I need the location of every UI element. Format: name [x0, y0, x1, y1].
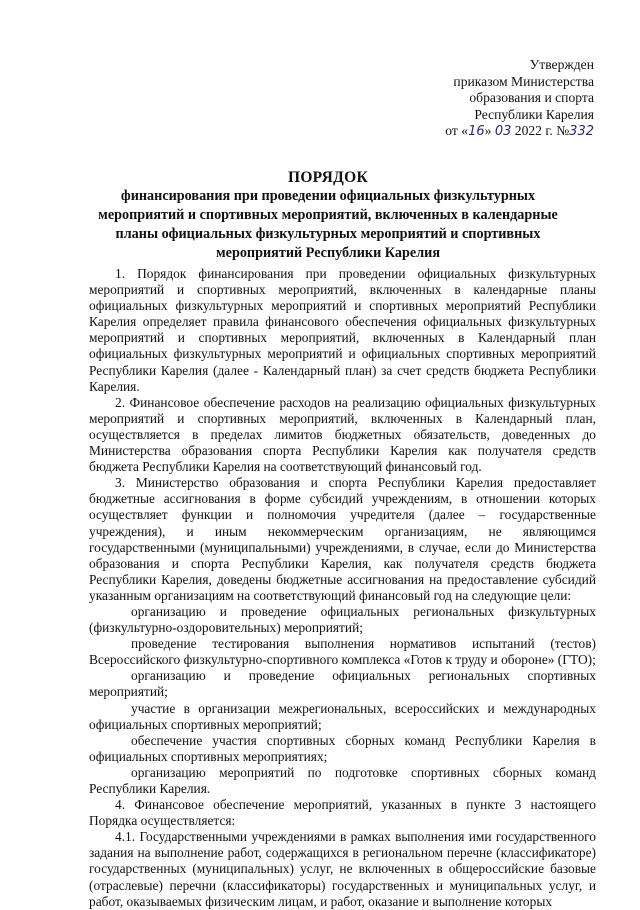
list-item: организацию и проведение официальных региональных физкультурных (физкультурно-оздоровительных) мероприятий; [89, 603, 596, 636]
list-item: участие в организации межрегиональных, всероссийских и международных официальных спортивных мероприятий; [89, 700, 596, 732]
list-item: проведение тестирования выполнения нормативов испытаний (тестов) Всероссийского физкультурно-спортивного комплекса «Готов к труду и обороне» (ГТО); [89, 636, 596, 668]
handwritten-month: 03 [494, 124, 512, 140]
date-prefix: от « [445, 123, 469, 139]
approval-line-3: образования и спорта [469, 90, 594, 106]
list-item: обеспечение участия спортивных сборных команд Республики Карелия в официальных спортивных мероприятиях; [89, 732, 596, 764]
paragraph-4-1: 4.1. Государственными учреждениями в рамках выполнения ими государственного задания на выполнение работ, содержащихся в региональном перечне (классификаторе) государственных (муниципальных) услуг, не включенных в общероссийские базовые (отраслевые) перечни (классификаторы) государственных и муниципальных услуг, и работ, оказываемых физическим лицам, и работ, оказание и выполнение которых [89, 829, 596, 909]
approval-line-4: Республики Карелия [474, 106, 594, 122]
list-item: организацию мероприятий по подготовке спортивных сборных команд Республики Карелия. [89, 764, 596, 796]
approval-line-2: приказом Министерства [453, 73, 594, 89]
approval-block [360, 57, 594, 141]
approval-date-line [360, 123, 594, 141]
date-mid: » [484, 123, 492, 139]
document-subtitle: финансирования при проведении официальных физкультурных мероприятий и спортивных мероприятий, включенных в календарные планы официальных физкультурных мероприятий и спортивных мероприятий Республики Карелия [98, 188, 558, 261]
handwritten-day: 16 [468, 124, 485, 140]
paragraph-1: 1. Порядок финансирования при проведении официальных физкультурных мероприятий и спортивных мероприятий, включенных в календарные планы официальных физкультурных мероприятий и спортивных мероприятий Республики Карелия определяет правила финансового обеспечения официальных физкультурных мероприятий и спортивных мероприятий, включенных в Календарный план официальных физкультурных мероприятий и официальных спортивных мероприятий Республики Карелия (далее - Календарный план) за счет средств бюджета Республики Карелия. [89, 266, 596, 394]
date-year: 2022 г. № [514, 123, 570, 139]
approval-line-1: Утвержден [529, 57, 594, 72]
document-body [89, 266, 596, 910]
list-item: организацию и проведение официальных региональных спортивных мероприятий; [89, 668, 596, 700]
paragraph-3: 3. Министерство образования и спорта Республики Карелия предоставляет бюджетные ассигнования в форме субсидий учреждениям, в отношении которых осуществляет функции и полномочия учредителя (далее – государственные учреждения), и иным некоммерческим организациям, не являющимся государственными (муниципальными) учреждениями, в случае, если до Министерства образования и спорта Республики Карелия, как получателя средств бюджета Республики Карелия, доведены бюджетные ассигнования на предоставление субсидий указанным организациям на соответствующий финансовый год на следующие цели: [89, 475, 596, 603]
handwritten-number: 332 [569, 124, 594, 140]
document-title: ПОРЯДОК [287, 169, 369, 186]
paragraph-2: 2. Финансовое обеспечение расходов на реализацию официальных физкультурных мероприятий и спортивных мероприятий, включенных в Календарный план, осуществляется в пределах лимитов бюджетных обязательств, доведенных до Министерства образования спорта Республики Карелия как получателя средств бюджета Республики Карелия на соответствующий финансовый год. [89, 394, 596, 475]
paragraph-4: 4. Финансовое обеспечение мероприятий, указанных в пункте 3 настоящего Порядка осуществляется: [89, 797, 596, 829]
